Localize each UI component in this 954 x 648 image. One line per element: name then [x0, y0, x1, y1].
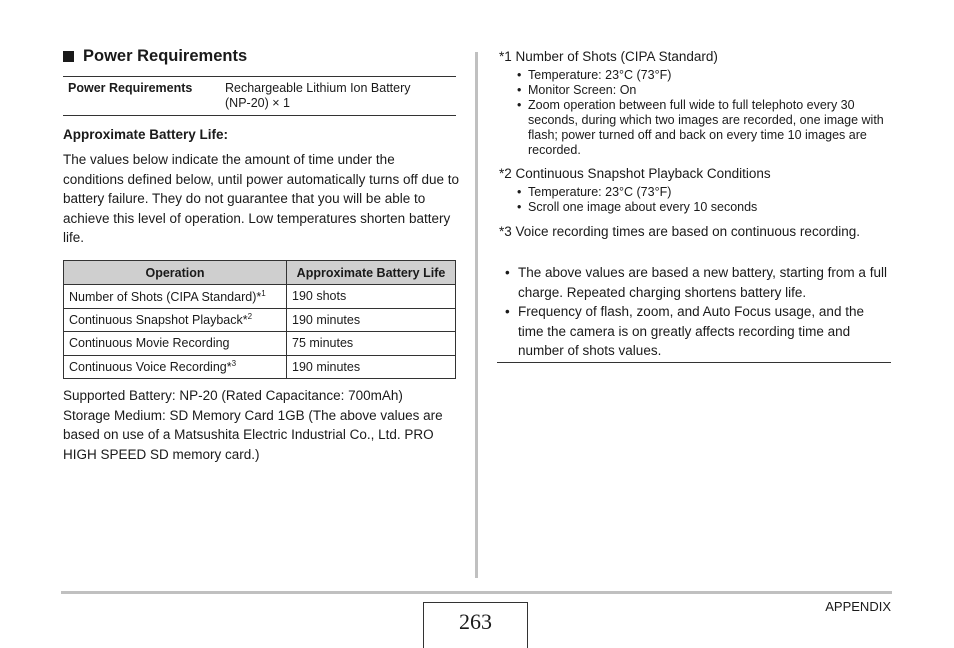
- note1-list: [517, 68, 889, 158]
- section-label: APPENDIX: [825, 599, 891, 614]
- row-life: 190 minutes: [287, 308, 456, 332]
- operation-text: Number of Shots (CIPA Standard)*: [69, 289, 262, 304]
- note2-list: [517, 185, 889, 215]
- list-item: • The above values are based a new battery, starting from a full charge. Repeated charging shortens battery life.: [503, 263, 891, 302]
- req-value-line1: Rechargeable Lithium Ion Battery: [225, 81, 411, 95]
- row-life: 190 shots: [287, 285, 456, 309]
- operation-text: Continuous Snapshot Playback*: [69, 313, 248, 328]
- table-row: [64, 332, 456, 356]
- note1-title: *1 Number of Shots (CIPA Standard): [499, 49, 718, 64]
- power-requirements-table: [63, 76, 456, 116]
- supported-battery: Supported Battery: NP-20 (Rated Capacitance: 700mAh): [63, 388, 403, 403]
- column-divider: [475, 52, 478, 578]
- notes-bullets: [503, 263, 891, 361]
- table-row: [64, 355, 456, 379]
- note2-title: *2 Continuous Snapshot Playback Conditions: [499, 166, 771, 181]
- footer-rule: [61, 591, 892, 594]
- list-item: • Zoom operation between full wide to full telephoto every 30 seconds, during which two images are recorded, one image with flash; power turned off and back on every time 10 images are recorded.: [517, 98, 889, 158]
- list-item: • Temperature: 23°C (73°F): [517, 185, 889, 200]
- list-item: • Frequency of flash, zoom, and Auto Focus usage, and the time the camera is on greatly affects recording time and number of shots values.: [503, 302, 891, 361]
- req-value-line2: (NP-20) × 1: [225, 96, 290, 110]
- header-operation: Operation: [64, 261, 287, 285]
- supported-info: [63, 386, 459, 464]
- note-ref: 3: [231, 359, 237, 369]
- page-number: 263: [423, 602, 528, 648]
- row-operation: [64, 285, 287, 309]
- note-ref: 1: [261, 288, 266, 298]
- row-life: 190 minutes: [287, 355, 456, 379]
- table-row: [64, 308, 456, 332]
- storage-medium: Storage Medium: SD Memory Card 1GB (The above values are based on use of a Matsushita Electric Industrial Co., Ltd. PRO HIGH SPEED SD memory card.): [63, 407, 443, 462]
- table-header-row: [64, 261, 456, 285]
- section-title: [63, 47, 247, 66]
- square-bullet-icon: [63, 51, 74, 62]
- battery-life-heading: Approximate Battery Life:: [63, 127, 229, 142]
- row-life: 75 minutes: [287, 332, 456, 356]
- row-operation: [64, 332, 287, 356]
- header-battery-life: Approximate Battery Life: [287, 261, 456, 285]
- list-item: • Monitor Screen: On: [517, 83, 889, 98]
- row-operation: [64, 308, 287, 332]
- section-title-text: Power Requirements: [83, 47, 248, 65]
- row-operation: [64, 355, 287, 379]
- req-value: [225, 81, 411, 111]
- right-column-rule: [497, 362, 891, 363]
- note3-title: *3 Voice recording times are based on continuous recording.: [499, 224, 860, 239]
- list-item: • Scroll one image about every 10 seconds: [517, 200, 889, 215]
- battery-life-table: [63, 260, 456, 379]
- table-row: [64, 285, 456, 309]
- list-item: • Temperature: 23°C (73°F): [517, 68, 889, 83]
- operation-text: Continuous Movie Recording: [69, 336, 230, 351]
- intro-paragraph: The values below indicate the amount of time under the conditions defined below, until power automatically turns off due to battery failure. They do not guarantee that you will be able to achieve this level of operation. Low temperatures shorten battery life.: [63, 152, 459, 245]
- note-ref: 2: [247, 312, 253, 322]
- operation-text: Continuous Voice Recording*: [69, 360, 232, 375]
- req-key: Power Requirements: [68, 81, 193, 95]
